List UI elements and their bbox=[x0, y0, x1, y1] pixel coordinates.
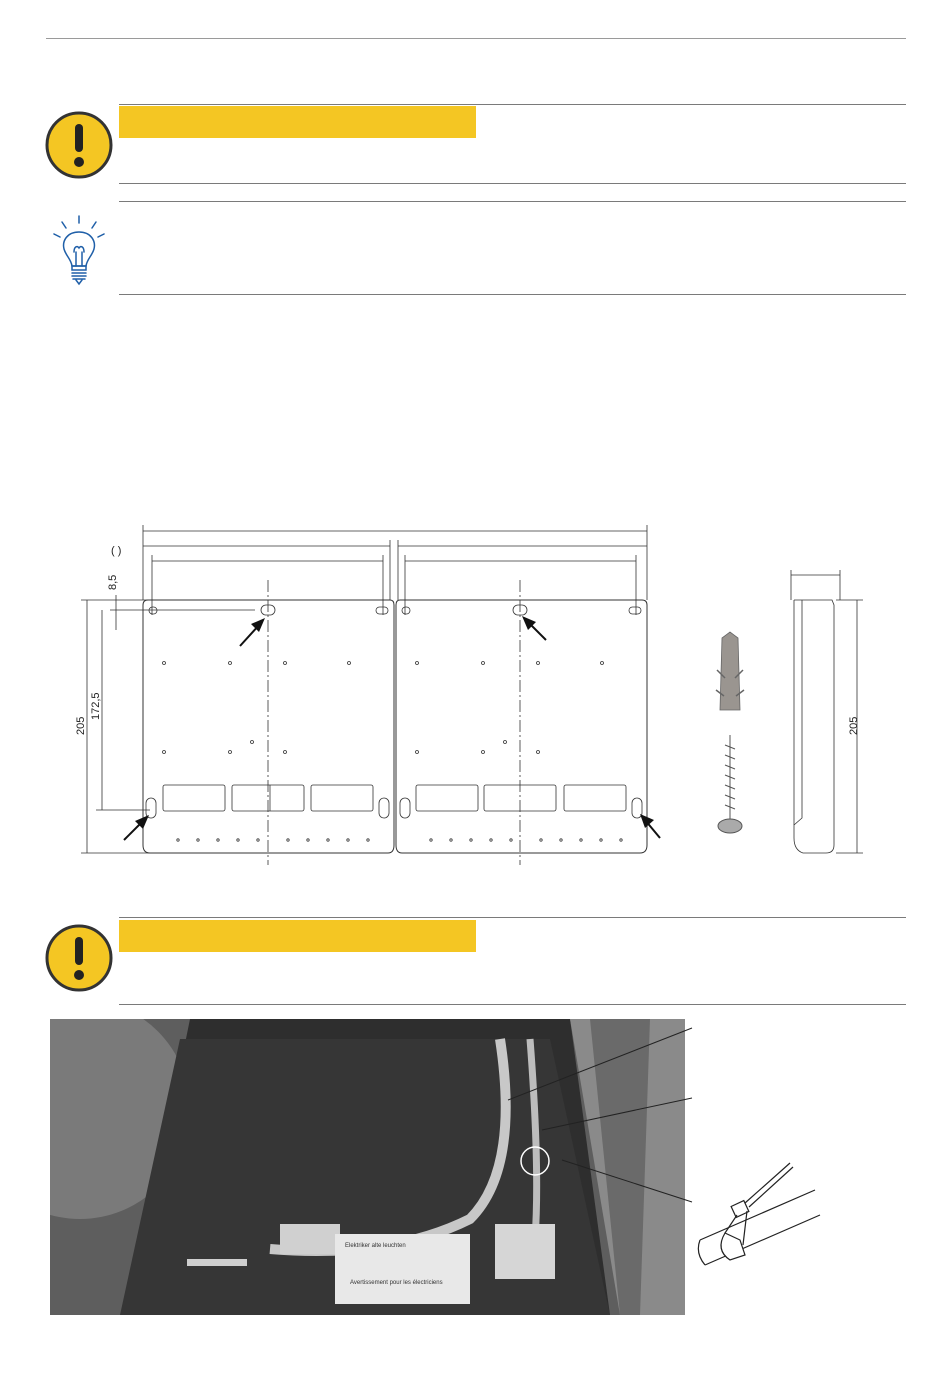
mounting-arrow-icon bbox=[124, 616, 660, 840]
hint-top-rule bbox=[119, 201, 906, 202]
screw-icon bbox=[718, 735, 742, 833]
warning-1-top-rule bbox=[119, 104, 906, 105]
lightbulb-icon bbox=[48, 214, 110, 294]
warning-1-header-bar bbox=[119, 106, 476, 138]
photo-label-title: Elektriker alte leuchten bbox=[345, 1243, 406, 1249]
dim-label-offset: 8,5 bbox=[107, 574, 119, 590]
page-top-rule bbox=[46, 38, 906, 39]
photo-label-warning: Avertissement pour les électriciens bbox=[350, 1280, 443, 1286]
dim-label-height-outer: 205 bbox=[75, 716, 87, 735]
mounting-drawing bbox=[70, 520, 870, 870]
warning-2-header-bar bbox=[119, 920, 476, 952]
dim-label-height-inner: 172,5 bbox=[90, 692, 102, 720]
warning-1-bottom-rule bbox=[119, 183, 906, 184]
dim-label-side-height: 205 bbox=[848, 716, 860, 735]
wall-plug-icon bbox=[716, 632, 744, 710]
warning-icon bbox=[44, 923, 114, 993]
hint-bottom-rule bbox=[119, 294, 906, 295]
warning-2-bottom-rule bbox=[119, 1004, 906, 1005]
warning-icon bbox=[44, 110, 114, 180]
cable-tie-icon bbox=[695, 1155, 835, 1275]
warning-2-top-rule bbox=[119, 917, 906, 918]
dim-label-top-small: ( ) bbox=[111, 545, 122, 557]
